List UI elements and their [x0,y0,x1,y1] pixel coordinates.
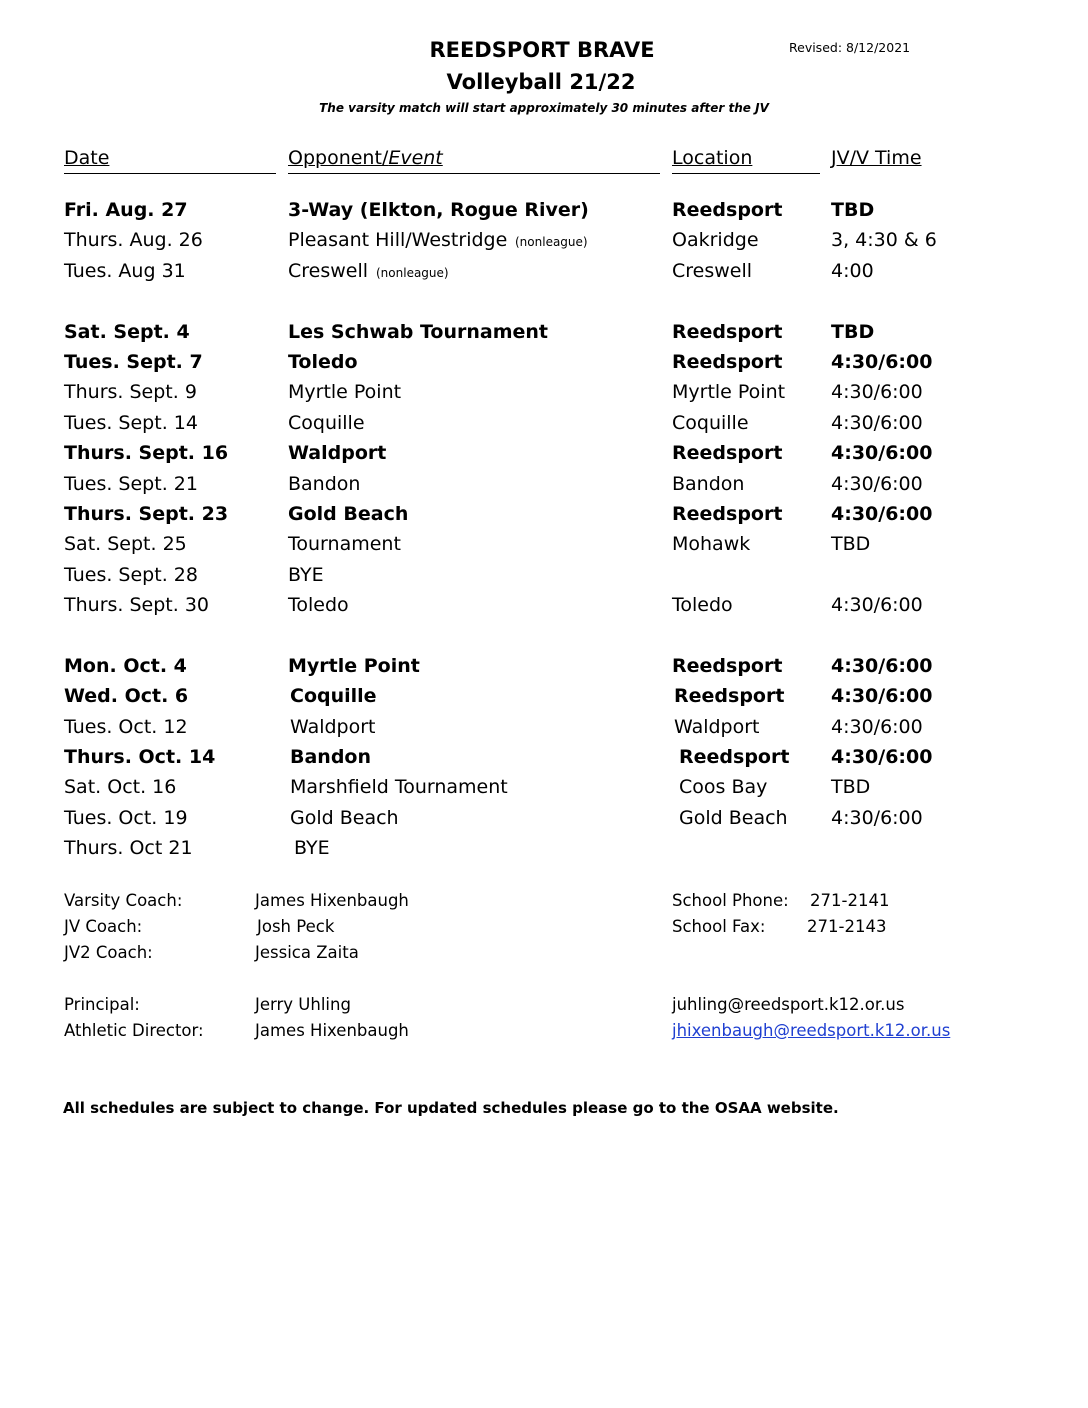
schedule-row [0,655,1088,685]
schedule-row [0,412,1088,442]
match-opponent: Waldport [290,716,376,738]
match-opponent: Bandon [288,473,361,495]
schedule-row [0,229,1088,259]
school-fax: 271-2143 [807,917,887,936]
match-opponent: Toledo [288,351,358,373]
varsity-coach-label: Varsity Coach: [64,891,183,910]
match-opponent: Coquille [290,685,377,707]
schedule-row [0,321,1088,351]
match-date: Tues. Aug 31 [64,260,186,282]
match-time: 3, 4:30 & 6 [831,229,937,251]
match-location: Oakridge [672,229,759,251]
match-location: Reedsport [674,685,785,707]
nonleague-note: (nonleague) [515,235,588,249]
match-location: Reedsport [672,351,783,373]
match-time: 4:00 [831,260,874,282]
column-header-time: JV/V Time [831,147,922,169]
schedule-row [0,473,1088,503]
jv-coach-label: JV Coach: [64,917,143,936]
schedule-row [0,564,1088,594]
match-time: TBD [831,321,875,343]
schedule-row [0,776,1088,806]
jv2-coach-name: Jessica Zaita [255,943,359,962]
page-title: REEDSPORT BRAVE [429,38,655,62]
page-subtitle: Volleyball 21/22 [446,70,636,94]
schedule-row [0,503,1088,533]
match-date: Thurs. Aug. 26 [64,229,203,251]
principal-email: juhling@reedsport.k12.or.us [672,995,905,1014]
match-date: Tues. Oct. 19 [64,807,188,829]
match-date: Fri. Aug. 27 [64,199,188,221]
match-location: Reedsport [672,442,783,464]
principal-name: Jerry Uhling [255,995,351,1014]
schedule-row [0,199,1088,229]
match-time: 4:30/6:00 [831,594,923,616]
match-location: Creswell [672,260,753,282]
match-location: Toledo [672,594,733,616]
match-date: Tues. Sept. 7 [64,351,203,373]
schedule-row [0,351,1088,381]
match-date: Thurs. Sept. 30 [64,594,209,616]
match-date: Mon. Oct. 4 [64,655,187,677]
schedule-row [0,442,1088,472]
athletic-director-label: Athletic Director: [64,1021,204,1040]
jv2-coach-label: JV2 Coach: [64,943,153,962]
match-date: Tues. Sept. 21 [64,473,198,495]
match-opponent: Bandon [290,746,372,768]
match-time: 4:30/6:00 [831,412,923,434]
varsity-note: The varsity match will start approximately 30 minutes after the JV [319,101,769,115]
match-date: Sat. Sept. 4 [64,321,190,343]
match-opponent: Gold Beach [288,503,409,525]
match-date: Tues. Oct. 12 [64,716,188,738]
column-header-date: Date [64,147,110,169]
match-date: Thurs. Sept. 9 [64,381,197,403]
match-location: Coos Bay [679,776,768,798]
athletic-director-email-link[interactable]: jhixenbaugh@reedsport.k12.or.us [672,1021,951,1040]
match-opponent: Coquille [288,412,365,434]
match-time: 4:30/6:00 [831,716,923,738]
principal-label: Principal: [64,995,140,1014]
match-time: TBD [831,533,871,555]
match-date: Thurs. Sept. 23 [64,503,229,525]
athletic-director-name: James Hixenbaugh [255,1021,409,1040]
varsity-coach-name: James Hixenbaugh [255,891,409,910]
footer-disclaimer: All schedules are subject to change. For updated schedules please go to the OSAA website. [63,1099,839,1117]
match-time: 4:30/6:00 [831,473,923,495]
match-location: Myrtle Point [672,381,786,403]
schedule-row [0,260,1088,290]
match-location: Mohawk [672,533,751,555]
match-location: Coquille [672,412,749,434]
match-opponent: BYE [288,564,324,586]
schedule-row [0,533,1088,563]
revised-date: Revised: 8/12/2021 [789,40,911,55]
opponent-underline [288,173,660,174]
match-opponent: Pleasant Hill/Westridge [288,229,508,251]
date-underline [64,173,276,174]
match-time: 4:30/6:00 [831,442,933,464]
match-opponent: Toledo [288,594,349,616]
school-phone-label: School Phone: [672,891,789,910]
match-location: Reedsport [679,746,790,768]
match-opponent: BYE [294,837,330,859]
match-time: 4:30/6:00 [831,381,923,403]
match-opponent: Gold Beach [290,807,399,829]
match-date: Tues. Sept. 28 [64,564,198,586]
match-opponent: Marshfield Tournament [290,776,508,798]
schedule-row [0,837,1088,867]
match-time: 4:30/6:00 [831,746,933,768]
match-opponent: Les Schwab Tournament [288,321,549,343]
match-date: Thurs. Oct 21 [64,837,193,859]
match-date: Thurs. Sept. 16 [64,442,229,464]
schedule-row [0,685,1088,715]
match-time: 4:30/6:00 [831,503,933,525]
nonleague-note: (nonleague) [376,266,449,280]
match-time: 4:30/6:00 [831,685,933,707]
match-opponent: Creswell [288,260,369,282]
match-location: Bandon [672,473,745,495]
schedule-row [0,716,1088,746]
schedule-row [0,381,1088,411]
school-phone: 271-2141 [810,891,890,910]
match-time: 4:30/6:00 [831,807,923,829]
match-opponent: Myrtle Point [288,381,402,403]
match-date: Tues. Sept. 14 [64,412,198,434]
schedule-row [0,746,1088,776]
match-opponent: Waldport [288,442,387,464]
match-location: Gold Beach [679,807,788,829]
schedule-row [0,594,1088,624]
match-time: TBD [831,776,871,798]
match-opponent: Tournament [288,533,401,555]
match-location: Reedsport [672,503,783,525]
school-fax-label: School Fax: [672,917,766,936]
match-location: Reedsport [672,655,783,677]
schedule-row [0,807,1088,837]
match-date: Sat. Oct. 16 [64,776,177,798]
match-location: Waldport [674,716,760,738]
match-opponent: Myrtle Point [288,655,420,677]
match-date: Sat. Sept. 25 [64,533,187,555]
column-header-location: Location [672,147,753,169]
match-time: 4:30/6:00 [831,655,933,677]
match-date: Wed. Oct. 6 [64,685,189,707]
jv-coach-name: Josh Peck [257,917,335,936]
location-underline [672,173,820,174]
match-time: 4:30/6:00 [831,351,933,373]
match-opponent: 3-Way (Elkton, Rogue River) [288,199,589,221]
column-header-opponent: Opponent/Event [288,147,443,169]
match-time: TBD [831,199,875,221]
match-date: Thurs. Oct. 14 [64,746,216,768]
match-location: Reedsport [672,321,783,343]
match-location: Reedsport [672,199,783,221]
